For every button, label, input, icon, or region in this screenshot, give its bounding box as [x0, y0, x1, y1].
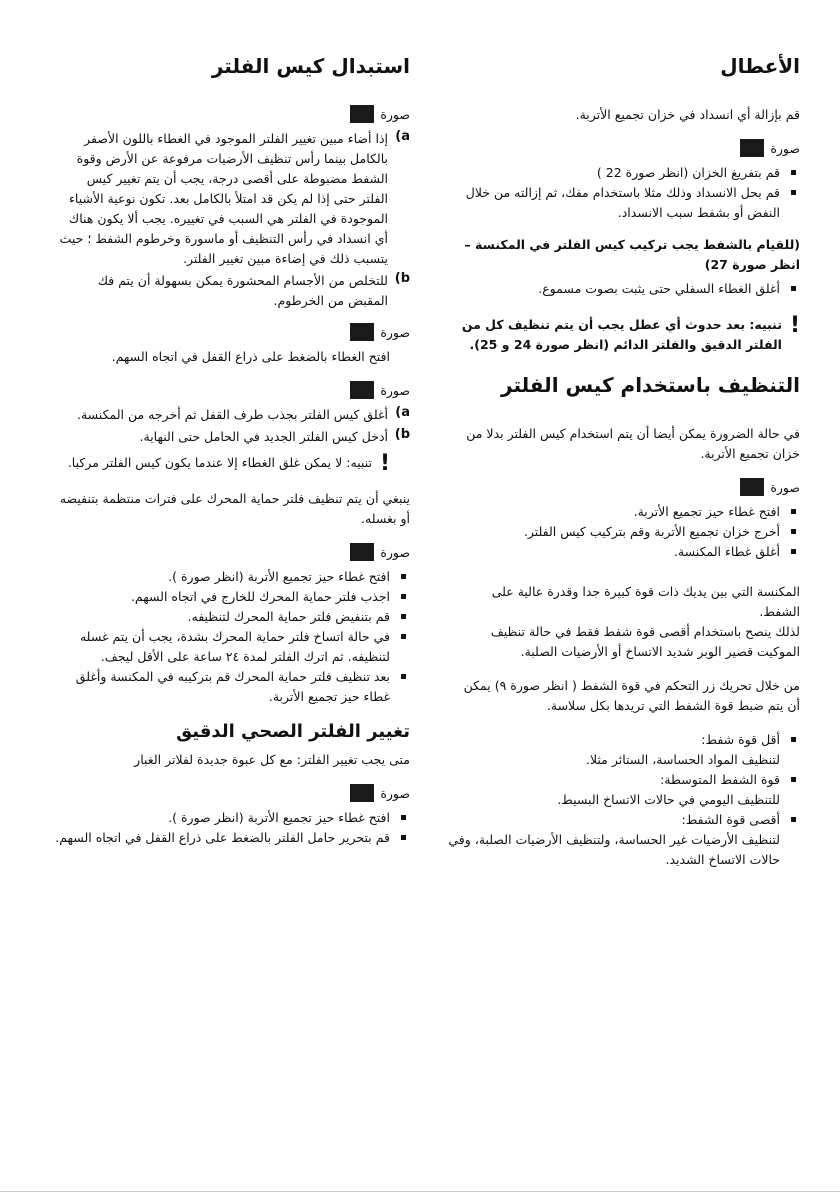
bag-intro: في حالة الضرورة يمكن أيضا أن يتم استخدام كيس الفلتر بدلا من خزان تجميع الأتربة. [466, 426, 800, 461]
list-item: أقصى قوة الشفط: لتنظيف الأرضيات غير الحساسة، ولتنظيف الأرضيات الصلبة، وفي حالات الاتساخ الشديد. [448, 810, 800, 870]
list-item: أقل قوة شفط: لتنظيف المواد الحساسة، الستائر مثلا. [448, 730, 800, 770]
warning-box [55, 453, 390, 475]
list-item: قم بتنفيض فلتر حماية المحرك لتنظيفه. [55, 607, 410, 627]
figure-number-box [350, 784, 374, 802]
figure-number-box [350, 543, 374, 561]
step-a: a) إذا أضاء مبين تغيير الفلتر الموجود في الغطاء باللون الأصفر بالكامل بينما رأس تنظيف الأرضيات مرفوعة عن الأرض وقوة الشفط مضبوطة على أقصى درجة، يجب أن يتم تغيير كيس الفلتر حتى إذا لم يكن قد امتلأ بالكامل بعد. تكون نوعية الأشياء الموجودة في الفلتر هي السبب في تغييره. يجب ألا يكون هناك أي انسداد في رأس التنظيف أو ماسورة وخرطوم الشفط ؛ حيث يتسبب ذلك في إضاءة مبين تغيير الفلتر. [59, 129, 410, 266]
figure-number-box [350, 323, 374, 341]
warning-box [448, 315, 800, 355]
faults-intro: قم بإزالة أي انسداد في خزان تجميع الأتربة. [575, 107, 800, 122]
figure-number-box [350, 105, 374, 123]
step-b: b) أدخل كيس الفلتر الجديد في الحامل حتى النهاية. [139, 427, 410, 444]
list-item: أخرج خزان تجميع الأتربة وقم بتركيب كيس الفلتر. [448, 522, 800, 542]
power-paragraph-2: لذلك ينصح باستخدام أقصى قوة شفط فقط في حالة تنظيف الموكيت قصير الوبر شديد الاتساخ أو الأرضيات الصلبة. [490, 624, 800, 659]
bag-steps [448, 502, 800, 562]
figure-number-box [350, 381, 374, 399]
figure-label: صورة [55, 543, 410, 561]
list-item: افتح غطاء حيز تجميع الأتربة. [448, 502, 800, 522]
column-faults [448, 54, 800, 882]
faults-steps-2 [448, 279, 800, 299]
step-b: b) للتخلص من الأجسام المحشورة يمكن بسهولة أن يتم فك المقبض من الخرطوم. [97, 271, 410, 308]
figure-label: صورة [55, 784, 410, 802]
figure-label: صورة [55, 323, 410, 341]
list-item: أغلق غطاء المكنسة. [448, 542, 800, 562]
motor-filter-text: ينبغي أن يتم تنظيف فلتر حماية المحرك على فترات منتظمة بتنفيضه أو بغسله. [59, 491, 410, 526]
faults-steps [448, 163, 800, 223]
warning-text: تنبيه: لا يمكن غلق الغطاء إلا عندما يكون كيس الفلتر مركبا. [67, 455, 372, 470]
suction-levels [448, 730, 800, 870]
step-a: a) أغلق كيس الفلتر بجذب طرف القفل ثم أخرجه من المكنسة. [76, 405, 410, 422]
power-paragraph-1: المكنسة التي بين يديك ذات قوة كبيرة جدا وقدرة عالية على الشفط. [491, 584, 800, 619]
figure-number-box [740, 478, 764, 496]
figure-label: صورة [448, 139, 800, 157]
list-item: قم بتفريغ الخزان (انظر صورة 22 ) [448, 163, 800, 183]
figure-label: صورة [55, 381, 410, 399]
list-item: في حالة اتساخ فلتر حماية المحرك بشدة، يجب أن يتم غسله لتنظيفه. ثم اترك الفلتر لمدة ٢٤ ساعة على الأقل ليجف. [55, 627, 410, 667]
warning-icon: ! [789, 313, 800, 338]
motor-filter-steps [55, 567, 410, 707]
list-item: قم بحل الانسداد وذلك مثلا باستخدام مفك، ثم إزالته من خلال النفض أو بشفط سبب الانسداد. [448, 183, 800, 223]
section-title-faults: الأعطال [720, 54, 800, 78]
list-item: اجذب فلتر حماية المحرك للخارج في اتجاه السهم. [55, 587, 410, 607]
list-item: قم بتحرير حامل الفلتر بالضغط على ذراع القفل في اتجاه السهم. [55, 828, 410, 848]
list-item: بعد تنظيف فلتر حماية المحرك قم بتركيبه في المكنسة وأغلق غطاء حيز تجميع الأتربة. [55, 667, 410, 707]
list-item: افتح غطاء حيز تجميع الأتربة (انظر صورة ). [55, 567, 410, 587]
list-item: أغلق الغطاء السفلي حتى يثبت بصوت مسموع. [448, 279, 800, 299]
bold-note: (للقيام بالشفط يجب تركيب كيس الفلتر في المكنسة – انظر صورة 27) [464, 237, 800, 272]
open-lid-text: افتح الغطاء بالضغط على ذراع القفل في اتجاه السهم. [111, 349, 390, 364]
column-filter-bag [55, 54, 410, 860]
figure-label: صورة [448, 478, 800, 496]
figure-label: صورة [55, 105, 410, 123]
fine-filter-text: متى يجب تغيير الفلتر: مع كل عبوة جديدة لفلاتر الغبار [134, 752, 410, 767]
list-item: قوة الشفط المتوسطة: للتنظيف اليومي في حالات الاتساخ البسيط. [448, 770, 800, 810]
warning-text: تنبيه: بعد حدوث أي عطل يجب أن يتم تنظيف كل من الفلتر الدقيق والفلتر الدائم (انظر صورة 24 و 25). [461, 317, 782, 352]
list-item: افتح غطاء حيز تجميع الأتربة (انظر صورة ). [55, 808, 410, 828]
fine-filter-steps [55, 808, 410, 848]
figure-number-box [740, 139, 764, 157]
section-title-bag: التنظيف باستخدام كيس الفلتر [501, 373, 800, 397]
power-paragraph-3: من خلال تحريك زر التحكم في قوة الشفط ( انظر صورة ٩) يمكن أن يتم ضبط قوة الشفط التي تريدها بكل سلاسة. [463, 678, 800, 713]
section-title-fine-filter: تغيير الفلتر الصحي الدقيق [176, 721, 410, 742]
section-title-replace-bag: استبدال كيس الفلتر [211, 54, 410, 78]
warning-icon: ! [379, 451, 390, 476]
